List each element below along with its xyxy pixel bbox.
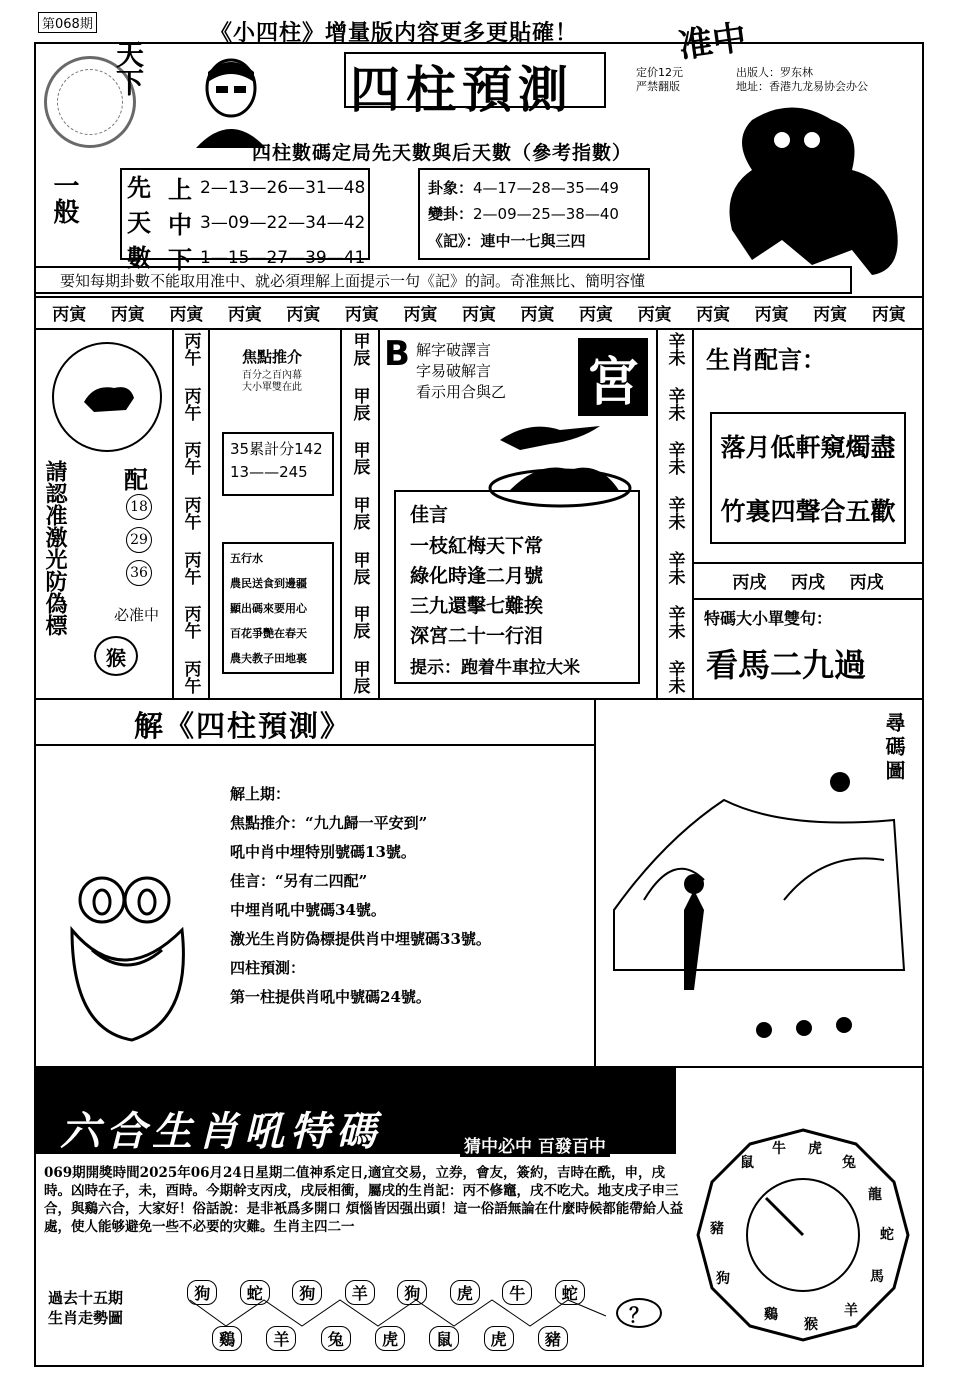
zodiac-wheel [696,1128,910,1342]
trend-bottom-row: 鷄 羊 兔 虎 鼠 虎 豬 [200,1326,580,1351]
animal-badge: 猴 [94,636,138,676]
wheel-sign: 馬 [870,1269,884,1285]
tema-label: 特碼大小單雙句： [704,609,833,628]
bizhun-label: 必准中 [114,606,160,624]
xiantian-char: 先 [127,173,151,202]
forecast-paragraph: 069期開獎時間2025年06月24日星期二值神系定日,適宜交易，立券，會友，簽約，吉時在酰，申，戌時。凶時在子，未，酉時。今期幹支丙戌，戌辰相衝，屬戌的生肖記：丙不修竈，戌不吃犬。地支戌子申三合，與鷄六合，大家好！俗話說：是非衹爲多開口 煩惱皆因强出頭！這一俗語無論在什麼時候都能帶給人益處，使人能够避免一些不必要的灾難。生肖主四二一 [44,1165,684,1235]
pei-number: 18 [126,494,152,520]
bingyin-row: 丙寅 丙寅 丙寅 丙寅 丙寅 丙寅 丙寅 丙寅 丙寅 丙寅 丙寅 丙寅 丙寅 丙寅 丙寅 [52,304,906,325]
wheel-sign: 豬 [710,1221,724,1237]
no-pirate: 严禁翻版 [636,80,680,93]
row-numbers: 3—09—22—34—42 [200,212,366,233]
xinwei-column: 辛未 辛未 辛未 辛未 辛未 辛未 辛未 [664,332,685,694]
xiantian-row-upper [168,170,368,205]
wheel-sign: 猴 [804,1317,818,1333]
jiachen-column: 甲辰 甲辰 甲辰 甲辰 甲辰 甲辰 甲辰 [349,332,370,694]
wheel-sign: 蛇 [880,1227,894,1243]
calc-box: 35累計分142 13——245 [222,432,334,496]
publisher: 出版人：罗东林 [736,66,813,79]
b-mark: B [384,334,410,374]
bingwu-column: 丙午 丙午 丙午 丙午 丙午 丙午 丙午 [180,332,201,694]
xiantian-row-middle [168,205,368,240]
lion-image [712,100,912,280]
tema-verse: 看馬二九過 [706,646,867,684]
wheel-sign: 狗 [716,1271,730,1287]
trend-label: 過去十五期 生肖走勢圖 [48,1289,124,1327]
wheel-sign: 兔 [842,1155,856,1171]
pei-number: 36 [126,560,152,586]
jiayan-title: 佳言 [410,504,449,526]
xiantian-char: 天 [127,208,151,237]
wuxing-box: 五行水 農民送食到邊疆 顯出碼來要用心 百花爭艷在春天 農夫教子田地裏 [222,542,334,674]
main-title: 四柱預測 [350,60,574,119]
tiger-circle [52,342,162,452]
wheel-sign: 鼠 [740,1155,754,1171]
top-banner: 《小四柱》增量版内容更多更貼確！ [210,20,579,46]
notice-text: 要知每期卦數不能取用准中、就必須理解上面提示一句《記》的詞。奇准無比、簡明容懂 [60,272,646,290]
xiantian-char: 數 [127,243,151,272]
gua-row: 卦象：4—17—28—35—49 [428,178,619,197]
jiayan-box: 佳言 一枝紅梅天下常 綠化時逢二月號 三九還擊七難挨 深宮二十一行泪 提示：跑着牛車拉大米 [394,490,640,684]
question-mark: ？ [616,1298,662,1328]
pei-label: 配 [124,465,148,494]
bingxu-row: 丙戌 丙戌 丙戌 [732,573,884,593]
shengxiao-title: 生肖配言： [706,345,826,374]
slogan: 猜中必中 百發百中 [460,1132,610,1157]
row-label: 中 [168,210,192,239]
left-vertical-2: 一般 [49,172,79,224]
row-numbers: 1—15—27—39—41 [200,247,366,268]
wheel-sign: 虎 [808,1141,822,1157]
gong-box: 宮 [578,338,648,416]
trend-top-row: 狗 蛇 狗 羊 狗 虎 牛 蛇 [176,1280,596,1305]
xunma-label: 尋碼圖 [882,712,906,784]
focus-line2: 大小單雙在此 [242,382,302,393]
zhunzhong-stamp: 准中 [676,17,749,67]
price: 定价12元 [636,66,683,79]
trend-zigzag [176,1296,616,1332]
jie-body: 解上期： 焦點推介：“九九歸一平安到” 吼中肖中埋特別號碼13號。 佳言：“另有二四配” 中埋肖吼中號碼34號。 激光生肖防偽標提供肖中埋號碼33號。 四柱預測： 第一柱提供肖吼中號碼24號。 [230,785,491,1006]
verse-box: 落月低軒窺燭盡 竹裏四聲合五歡 [710,412,906,544]
focus-title: 焦點推介 [242,348,303,366]
biangua-row: 變卦：2—09—25—38—40 [428,205,619,224]
ji-row: 《記》：連中一七與三四 [428,232,586,251]
focus-line1: 百分之百內幕 [242,370,302,381]
left-vertical-1: 天下 [112,40,145,96]
wheel-sign: 牛 [772,1141,786,1157]
pei-number: 29 [126,527,152,553]
row-numbers: 2—13—26—31—48 [200,177,366,198]
wheel-sign: 羊 [844,1303,858,1319]
center-lines: 解字破譯言 字易破解言 看示用合與乙 [416,341,507,401]
jie-title: 解《四柱預測》 [134,709,352,743]
issue-number: 第068期 [38,12,97,33]
address: 地址：香港九龙易协会办公 [736,80,868,93]
mountain-illustration [604,760,914,1050]
brush-title: 六合生肖吼特碼 [60,1108,382,1155]
subtitle: 四柱數碼定局先天數與后天數（參考指數） [252,142,633,164]
fangwei-text: 請認准激光防偽標 [42,460,68,636]
gua-box [418,168,650,260]
frog-cartoon [42,870,212,1060]
row-label: 上 [168,175,192,204]
wheel-sign: 龍 [868,1187,882,1203]
row-label: 下 [168,245,192,274]
wheel-sign: 鷄 [764,1307,778,1323]
portrait-image [188,52,274,148]
xiantian-chars [124,168,154,272]
